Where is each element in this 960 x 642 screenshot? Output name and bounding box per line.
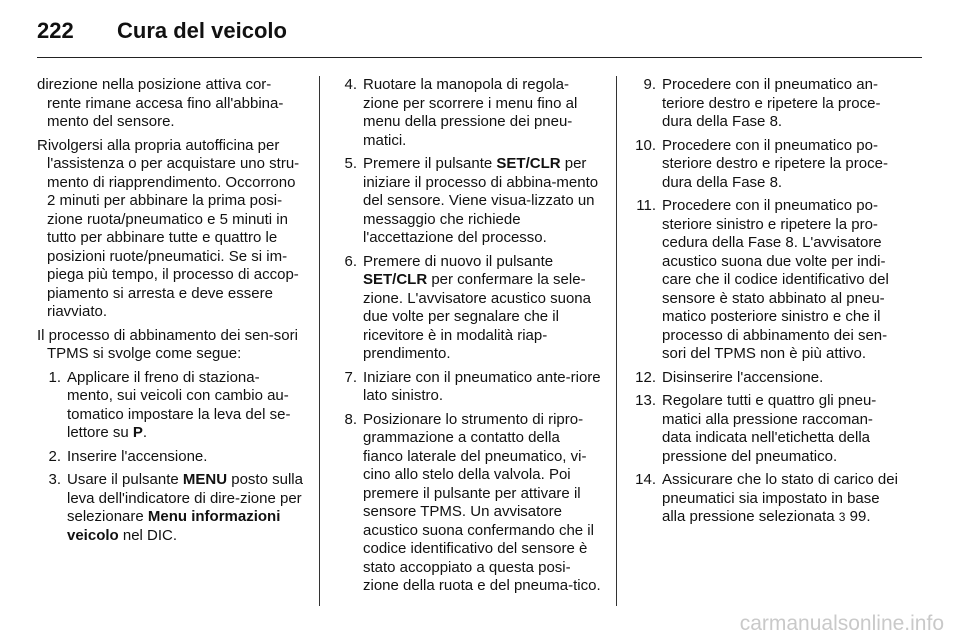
page-title: Cura del veicolo xyxy=(117,18,287,43)
step-text: Procedere con il pneumatico po-steriore sinistro e ripetere la pro-cedura della Fase 8. L'avvisatore acustico suona due volte per indi-care che il codice identificativo del sensore è stato abbinato al pneu-matico posteriore sinistro e che il processo di abbinamento dei sen-sori del TPMS non è più attivo. xyxy=(662,197,889,362)
page-reference-arrow-icon: 3 xyxy=(838,510,846,524)
text-column-2 xyxy=(333,76,603,601)
paragraph: direzione nella posizione attiva cor-rente rimane accesa fino all'abbina-mento del sensore. xyxy=(37,76,284,130)
step-number: 11. xyxy=(636,197,656,214)
list-item xyxy=(333,76,603,150)
paragraph: Il processo di abbinamento dei sen-sori TPMS si svolge come segue: xyxy=(37,326,298,362)
step-text: Applicare il freno di staziona-mento, sui veicoli con cambio au-tomatico impostare la leva del se-lettore su P. xyxy=(67,368,291,441)
list-item xyxy=(333,369,603,406)
step-text: Usare il pulsante MENU posto sulla leva dell'indicatore di dire-zione per selezionare Menu informazioni veicolo nel DIC. xyxy=(67,471,303,544)
step-text: Assicurare che lo stato di carico dei pneumatici sia impostato in base alla pressione selezionata 3 99. xyxy=(662,471,898,525)
column-divider xyxy=(319,76,320,606)
step-number: 12. xyxy=(635,368,656,386)
page-number: 222 xyxy=(37,18,74,43)
step-number: 4. xyxy=(344,76,357,93)
step-text: Posizionare lo strumento di ripro-grammazione a contatto della fianco laterale del pneumatico, vi-cino allo stelo della valvola. Poi premere il pulsante per attivare il sensore TPMS. Un avvisatore acustico suona confermando che il codice identificativo del sensore è stato accoppiato a questa posi-zione della ruota e del pneuma-tico. xyxy=(363,410,601,594)
step-text: Procedere con il pneumatico an-teriore destro e ripetere la proce-dura della Fase 8. xyxy=(662,76,881,130)
step-number: 13. xyxy=(635,392,656,409)
step-number: 7. xyxy=(344,368,357,386)
step-text: Regolare tutti e quattro gli pneu-matici alla pressione raccoman-data indicata nell'etichetta della pressione del pneumatico. xyxy=(662,392,877,465)
header-rule xyxy=(37,57,922,58)
list-item xyxy=(37,448,305,467)
steps-list xyxy=(630,76,900,527)
step-number: 1. xyxy=(48,368,61,386)
step-text: Ruotare la manopola di regola-zione per scorrere i menu fino al menu della pressione dei pneu-matici. xyxy=(363,76,578,149)
step-number: 2. xyxy=(48,447,61,465)
step-number: 5. xyxy=(344,155,357,172)
step-number: 10. xyxy=(635,136,656,154)
list-item xyxy=(630,197,900,364)
list-item xyxy=(630,369,900,388)
steps-list xyxy=(333,76,603,596)
paragraph: Rivolgersi alla propria autofficina per l'assistenza o per acquistare uno stru-mento di riapprendimento. Occorrono 2 minuti per abbinare la prima posi-zione ruota/pneumatico e 5 minuti in tutto per abbinare tutte e quattro le posizioni ruote/pneumatici. Se si im-piega più tempo, il processo di accop-piamento si arresta e deve essere riavviato. xyxy=(37,136,300,320)
step-text: Procedere con il pneumatico po-steriore destro e ripetere la proce-dura della Fase 8. xyxy=(662,136,888,191)
text-column-3 xyxy=(630,76,900,532)
list-item xyxy=(37,471,305,545)
list-item xyxy=(630,471,900,527)
text-column-1 xyxy=(37,76,305,550)
step-text: Premere il pulsante SET/CLR per iniziare il processo di abbina-mento del sensore. Viene visua-lizzato un messaggio che richiede l'accettazione del processo. xyxy=(363,155,599,246)
list-item xyxy=(333,411,603,596)
step-text: Disinserire l'accensione. xyxy=(662,368,824,386)
step-number: 14. xyxy=(635,471,656,488)
steps-list xyxy=(37,369,305,546)
column-divider xyxy=(616,76,617,606)
step-number: 8. xyxy=(344,410,357,428)
step-text: Inserire l'accensione. xyxy=(67,447,208,465)
step-number: 3. xyxy=(48,471,61,488)
page-header xyxy=(37,18,922,58)
watermark: carmanualsonline.info xyxy=(739,612,944,635)
list-item xyxy=(37,369,305,443)
list-item xyxy=(630,137,900,193)
step-number: 6. xyxy=(344,252,357,270)
step-text: Iniziare con il pneumatico ante-riore lato sinistro. xyxy=(363,368,601,404)
list-item xyxy=(630,76,900,132)
list-item xyxy=(333,253,603,364)
list-item xyxy=(333,155,603,248)
step-number: 9. xyxy=(643,76,656,93)
step-text: Premere di nuovo il pulsante SET/CLR per confermare la sele-zione. L'avvisatore acustico suona due volte per segnalare che il ricevitore è in modalità riap-prendimento. xyxy=(363,252,591,362)
list-item xyxy=(630,392,900,466)
